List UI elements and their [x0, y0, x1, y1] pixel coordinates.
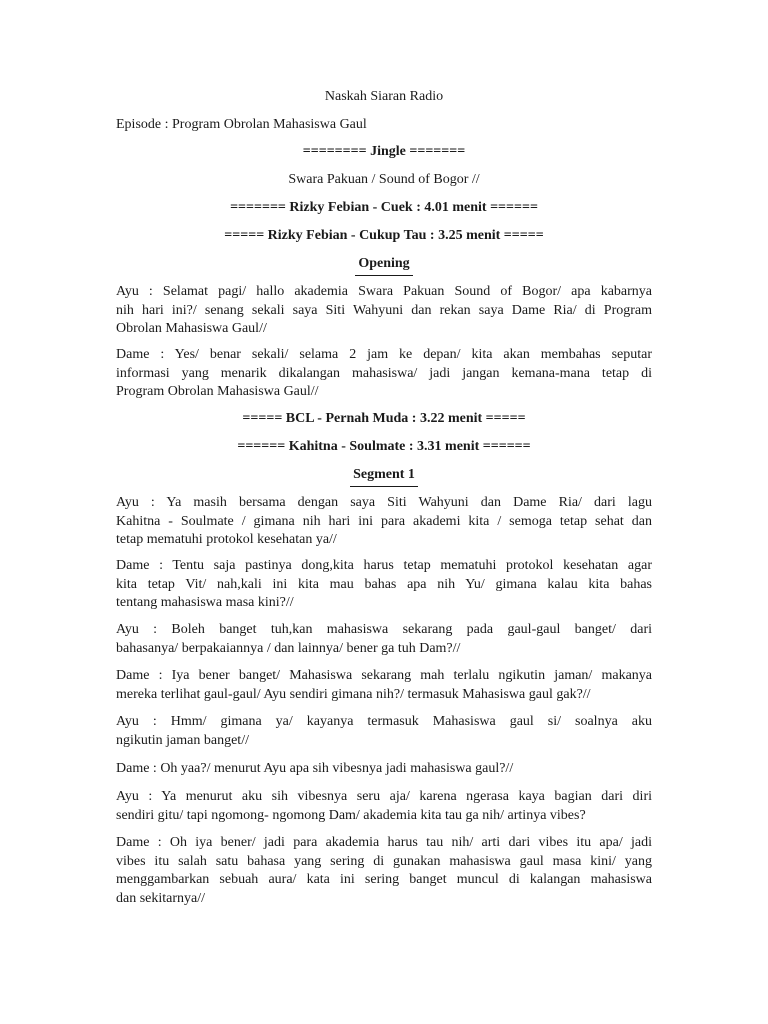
dialogue-line: Ayu : Hmm/ gimana ya/ kayanya termasuk Mahasiswa gaul si/ soalnya aku [116, 714, 652, 729]
dialogue-line: bahasanya/ berpakaiannya / dan lainnya/ bener ga tuh Dam?// [116, 640, 461, 656]
dialogue-line: Obrolan Mahasiswa Gaul// [116, 321, 267, 336]
song-line: ======= Rizky Febian - Cuek : 4.01 menit ====== [230, 200, 538, 215]
document-title: Naskah Siaran Radio [324, 89, 444, 104]
dialogue-paragraph [116, 667, 652, 704]
dialogue-paragraph [116, 834, 652, 908]
segment-heading: Segment 1 [350, 466, 418, 487]
dialogue-line: ngikutin jaman banget// [116, 732, 249, 748]
dialogue-line: Kahitna - Soulmate / gimana nih hari ini para akademi kita / semoga tetap sehat dan [116, 513, 652, 529]
dialogue-line: informasi yang menarik dikalangan mahasiswa/ jadi jangan kemana-mana tetap di [116, 365, 652, 381]
dialogue-line: Dame : Tentu saja pastinya dong,kita harus tetap mematuhi protokol kesehatan agar [116, 558, 652, 573]
dialogue-line: vibes itu salah satu bahasa yang sering di gunakan mahasiswa gaul masa kini/ yang [116, 853, 652, 869]
dialogue-paragraph [116, 713, 652, 750]
dialogue-line: Dame : Iya bener banget/ Mahasiswa sekarang mah terlalu ngikutin jaman/ makanya [116, 668, 652, 683]
dialogue-line: tentang mahasiswa masa kini?// [116, 595, 294, 610]
opening-heading: Opening [355, 255, 412, 276]
dialogue-line: Dame : Yes/ benar sekali/ selama 2 jam ke depan/ kita akan membahas seputar [116, 347, 652, 362]
dialogue-paragraph [116, 621, 652, 658]
song-line: ===== BCL - Pernah Muda : 3.22 menit ===== [242, 411, 526, 426]
dialogue-paragraph [116, 760, 652, 779]
dialogue-line: mereka terlihat gaul-gaul/ Ayu sendiri gimana nih?/ termasuk Mahasiswa gaul gak?// [116, 686, 591, 702]
dialogue-paragraph [116, 283, 652, 339]
dialogue-line: menggambarkan sebuah aura/ kata ini sering banget muncul di kalangan mahasiswa [116, 872, 652, 887]
dialogue-line: sendiri gitu/ tapi ngomong- ngomong Dam/ akademia kita tau ga nih/ artinya vibes? [116, 807, 586, 823]
dialogue-line: dan sekitarnya// [116, 890, 206, 906]
song-line: ===== Rizky Febian - Cukup Tau : 3.25 menit ===== [224, 228, 544, 243]
dialogue-line: Dame : Oh yaa?/ menurut Ayu apa sih vibesnya jadi mahasiswa gaul?// [116, 761, 514, 776]
dialogue-line: nih hari ini?/ senang sekali saya Siti Wahyuni dan rekan saya Dame Ria/ di Program [116, 302, 652, 318]
station-line: Swara Pakuan / Sound of Bogor // [288, 172, 480, 187]
dialogue-line: kita tetap Vit/ nah,kali ini kita mau bahas apa nih Yu/ gimana kalau kita bahas [116, 576, 652, 592]
dialogue-line: tetap mematuhi protokol kesehatan ya// [116, 532, 337, 547]
dialogue-line: Ayu : Ya menurut aku sih vibesnya seru aja/ karena ngerasa kaya bagian dari diri [116, 789, 652, 804]
dialogue-paragraph [116, 346, 652, 402]
dialogue-line: Dame : Oh iya bener/ jadi para akademia harus tau nih/ arti dari vibes itu apa/ jadi [116, 835, 652, 850]
dialogue-paragraph [116, 494, 652, 550]
jingle-line: ======== Jingle ======= [302, 144, 466, 159]
dialogue-line: Ayu : Selamat pagi/ hallo akademia Swara Pakuan Sound of Bogor/ apa kabarnya [116, 284, 652, 299]
dialogue-line: Ayu : Ya masih bersama dengan saya Siti Wahyuni dan Dame Ria/ dari lagu [116, 495, 652, 510]
episode-line: Episode : Program Obrolan Mahasiswa Gaul [116, 117, 367, 132]
dialogue-paragraph [116, 557, 652, 613]
song-line: ====== Kahitna - Soulmate : 3.31 menit ====== [237, 439, 531, 454]
dialogue-paragraph [116, 788, 652, 825]
dialogue-line: Program Obrolan Mahasiswa Gaul// [116, 384, 319, 399]
dialogue-line: Ayu : Boleh banget tuh,kan mahasiswa sekarang pada gaul-gaul banget/ dari [116, 622, 652, 637]
